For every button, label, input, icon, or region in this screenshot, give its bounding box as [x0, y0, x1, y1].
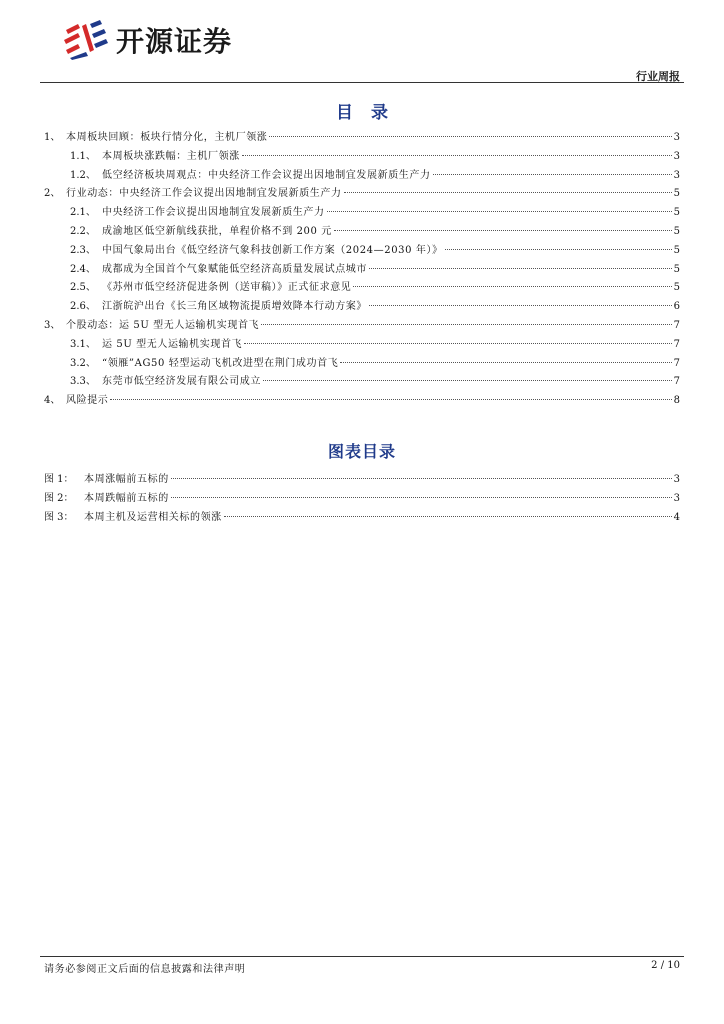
entry-number: 1.2、 [70, 169, 96, 181]
entry-label: 低空经济板块周观点：中央经济工作会议提出因地制宜发展新质生产力 [102, 169, 431, 181]
entry-label: 本周涨幅前五标的 [84, 474, 169, 485]
entry-page-number: 3 [673, 492, 680, 504]
entry-label: 运 5U 型无人运输机实现首飞 [102, 338, 243, 350]
brand-name: 开源证券 [116, 25, 233, 58]
entry-page-number: 5 [673, 244, 680, 256]
entry-page-number: 5 [673, 225, 680, 237]
legal-disclaimer: 请务必参阅正文后面的信息披露和法律声明 [44, 964, 246, 975]
entry-label: 本周板块涨跌幅：主机厂领涨 [102, 150, 240, 162]
leader-dots [369, 268, 672, 269]
entry-page-number: 5 [673, 207, 680, 219]
toc-entry[interactable] [44, 167, 680, 186]
entry-label: 本周主机及运营相关标的领涨 [84, 511, 222, 523]
entry-label: 中央经济工作会议提出因地制宜发展新质生产力 [102, 207, 325, 219]
entry-number: 2.2、 [70, 225, 96, 237]
report-type-label: 行业周报 [636, 70, 680, 83]
leader-dots [224, 516, 672, 517]
leader-dots [433, 174, 672, 175]
entry-label: 成渝地区低空新航线获批，单程价格不到 200 元 [102, 225, 332, 237]
toc-entry[interactable] [44, 373, 680, 392]
toc-entry[interactable] [44, 298, 680, 317]
entry-page-number: 8 [673, 395, 680, 407]
entry-label: 个股动态：运 5U 型无人运输机实现首飞 [66, 319, 260, 331]
entry-number: 2.5、 [70, 282, 96, 294]
entry-page-number: 5 [673, 263, 680, 275]
table-of-contents [44, 129, 680, 411]
entry-page-number: 7 [673, 376, 680, 388]
entry-number: 3.2、 [70, 357, 96, 369]
figure-entry[interactable] [44, 471, 680, 490]
entry-page-number: 7 [673, 319, 680, 331]
leader-dots [445, 249, 672, 250]
entry-number: 3、 [44, 319, 61, 331]
leader-dots [353, 286, 671, 287]
toc-entry[interactable] [44, 317, 680, 336]
toc-entry[interactable] [44, 336, 680, 355]
entry-number: 图 3： [44, 511, 74, 523]
toc-title: 目录 [336, 103, 406, 123]
entry-number: 2.3、 [70, 244, 96, 256]
entry-page-number: 3 [673, 169, 680, 181]
entry-label: 风险提示 [66, 395, 109, 407]
brand-logo [60, 20, 232, 60]
entry-number: 1、 [44, 132, 61, 143]
entry-number: 2.4、 [70, 263, 96, 275]
entry-label: 本周板块回顾：板块行情分化，主机厂领涨 [66, 132, 268, 143]
entry-page-number: 5 [673, 282, 680, 294]
entry-number: 4、 [44, 395, 61, 407]
entry-page-number: 3 [673, 474, 680, 485]
entry-page-number: 7 [673, 338, 680, 350]
entry-label: 成都成为全国首个气象赋能低空经济高质量发展试点城市 [102, 263, 367, 275]
leader-dots [171, 497, 672, 498]
toc-entry[interactable] [44, 261, 680, 280]
page-number: 2 / 10 [651, 960, 680, 971]
toc-entry[interactable] [44, 223, 680, 242]
leader-dots [327, 211, 672, 212]
header-divider [40, 82, 684, 83]
entry-number: 2、 [44, 188, 61, 200]
leader-dots [344, 192, 672, 193]
footer-divider [40, 956, 684, 957]
entry-number: 3.3、 [70, 376, 96, 388]
leader-dots [244, 343, 671, 344]
entry-label: 江浙皖沪出台《长三角区域物流提质增效降本行动方案》 [102, 301, 367, 313]
leader-dots [171, 478, 672, 479]
brand-logo-icon [60, 20, 110, 60]
leader-dots [110, 399, 671, 400]
leader-dots [261, 324, 671, 325]
toc-entry[interactable] [44, 242, 680, 261]
entry-number: 2.1、 [70, 207, 96, 219]
entry-page-number: 3 [673, 132, 680, 143]
toc-entry[interactable] [44, 185, 680, 204]
toc-entry[interactable] [44, 279, 680, 298]
entry-number: 2.6、 [70, 301, 96, 313]
toc-entry[interactable] [44, 392, 680, 411]
entry-label: “领雁”AG50 轻型运动飞机改进型在荆门成功首飞 [102, 357, 339, 369]
entry-number: 3.1、 [70, 338, 96, 350]
entry-page-number: 3 [673, 150, 680, 162]
entry-number: 图 2： [44, 492, 74, 504]
figure-list-title: 图表目录 [327, 442, 396, 461]
entry-page-number: 6 [673, 301, 680, 313]
page-header [40, 14, 684, 83]
entry-number: 1.1、 [70, 150, 96, 162]
leader-dots [263, 380, 672, 381]
leader-dots [369, 305, 672, 306]
figure-entry[interactable] [44, 490, 680, 509]
leader-dots [334, 230, 672, 231]
toc-entry[interactable] [44, 355, 680, 374]
entry-label: 本周跌幅前五标的 [84, 492, 169, 504]
figure-entry[interactable] [44, 509, 680, 528]
leader-dots [269, 136, 671, 137]
leader-dots [340, 362, 671, 363]
entry-page-number: 7 [673, 357, 680, 369]
entry-label: 《苏州市低空经济促进条例（送审稿）》正式征求意见 [102, 282, 352, 294]
leader-dots [242, 155, 672, 156]
entry-number: 图 1： [44, 474, 74, 485]
entry-label: 中国气象局出台《低空经济气象科技创新工作方案（2024—2030 年）》 [102, 244, 443, 256]
entry-page-number: 4 [673, 511, 680, 523]
figure-list [44, 471, 680, 527]
entry-label: 东莞市低空经济发展有限公司成立 [102, 376, 261, 388]
entry-page-number: 5 [673, 188, 680, 200]
entry-label: 行业动态：中央经济工作会议提出因地制宜发展新质生产力 [66, 188, 342, 200]
toc-entry[interactable] [44, 148, 680, 167]
toc-entry[interactable] [44, 204, 680, 223]
toc-entry[interactable] [44, 129, 680, 148]
